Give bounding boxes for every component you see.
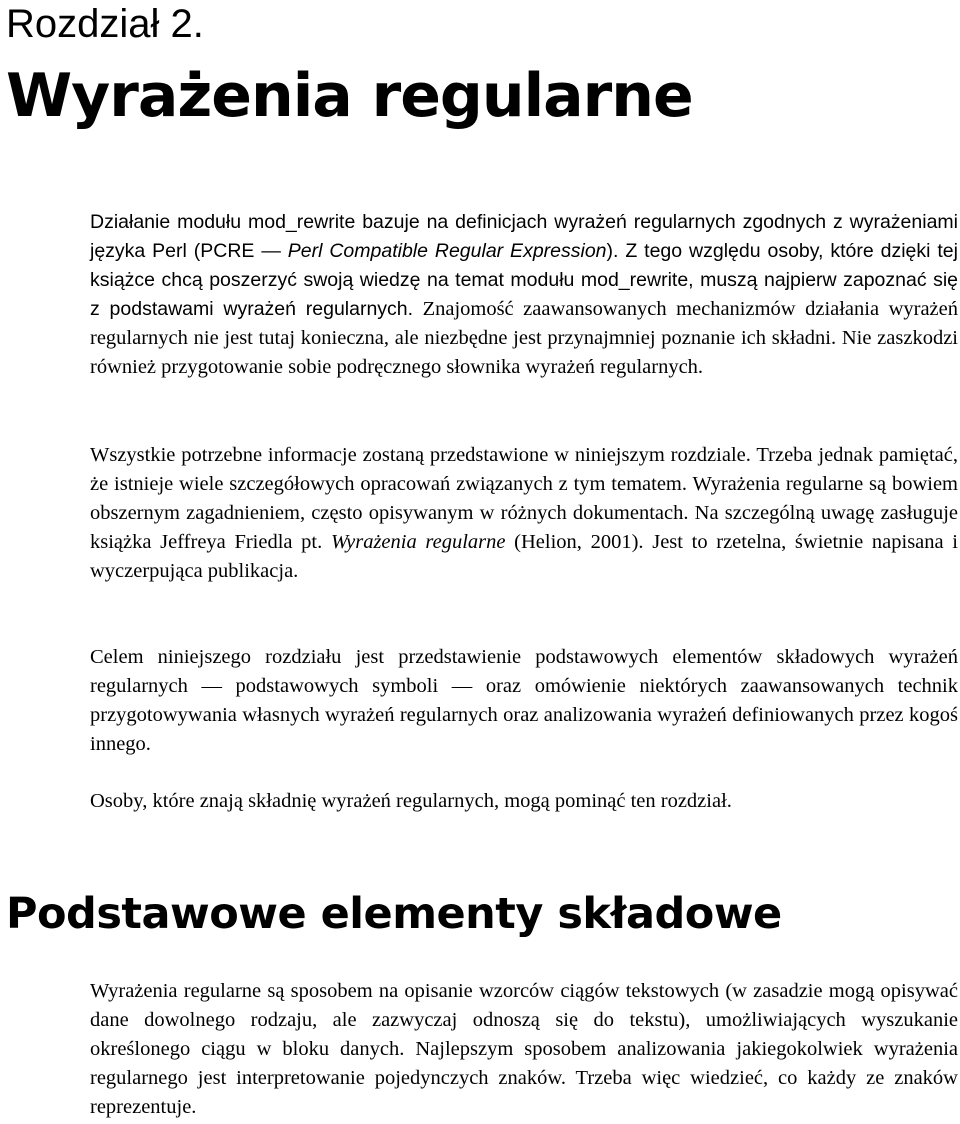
text-run: Działanie modułu mod_rewrite bazuje na definicjach wyrażeń regularnych zgodnych z wyrażeniami języka Perl (PCRE —: [90, 211, 958, 262]
text-run: (Helion, 2001). Jest to rzetelna, świetnie napisana i wyczerpująca publikacja.: [90, 531, 958, 582]
text-run: ). Z tego względu osoby, które dzięki tej książce chcą poszerzyć swoją wiedzę na temat modułu mod_rewrite, muszą najpierw zapoznać się z podstawami wyrażeń regularnych.: [90, 240, 958, 320]
text-run: Znajomość zaawansowanych mechanizmów działania wyrażeń regularnych nie jest tutaj konieczna, ale niezbędne jest przynajmniej poznanie ich składni. Nie zaszkodzi również przygotowanie sobie podręcznego słownika wyrażeń regularnych.: [90, 298, 958, 378]
intro-paragraph-1: [90, 208, 958, 382]
text-run: Wszystkie potrzebne informacje zostaną przedstawione w niniejszym rozdziale. Trzeba jednak pamiętać, że istnieje wiele szczegółowych opracowań związanych z tym tematem. Wyrażenia regularne są bowiem obszernym zagadnieniem, często opisywanym w różnych dokumentach. Na szczególną uwagę zasługuje książka Jeffreya Friedla pt.: [90, 444, 958, 553]
intro-paragraph-3: Celem niniejszego rozdziału jest przedstawienie podstawowych elementów składowych wyrażeń regularnych — podstawowych symboli — oraz omówienie niektórych zaawansowanych technik przygotowywania własnych wyrażeń regularnych oraz analizowania wyrażeń definiowanych przez kogoś innego.: [90, 646, 958, 755]
intro-paragraph-2: [90, 441, 958, 586]
section-title: Podstawowe elementy składowe: [6, 889, 782, 939]
chapter-label: Rozdział 2.: [6, 2, 204, 46]
chapter-title: Wyrażenia regularne: [6, 61, 693, 131]
section-paragraph-1: Wyrażenia regularne są sposobem na opisanie wzorców ciągów tekstowych (w zasadzie mogą opisywać dane dowolnego rodzaju, ale zazwyczaj odnoszą się do tekstu), umożliwiających wyszukanie określonego ciągu w bloku danych. Najlepszym sposobem analizowania jakiegokolwiek wyrażenia regularnego jest interpretowanie pojedynczych znaków. Trzeba więc wiedzieć, co każdy ze znaków reprezentuje.: [90, 980, 958, 1118]
book-title: Wyrażenia regularne: [330, 531, 506, 553]
pcre-expansion: Perl Compatible Regular Expression: [287, 240, 607, 262]
intro-paragraph-4: Osoby, które znają składnię wyrażeń regularnych, mogą pominąć ten rozdział.: [90, 790, 732, 812]
